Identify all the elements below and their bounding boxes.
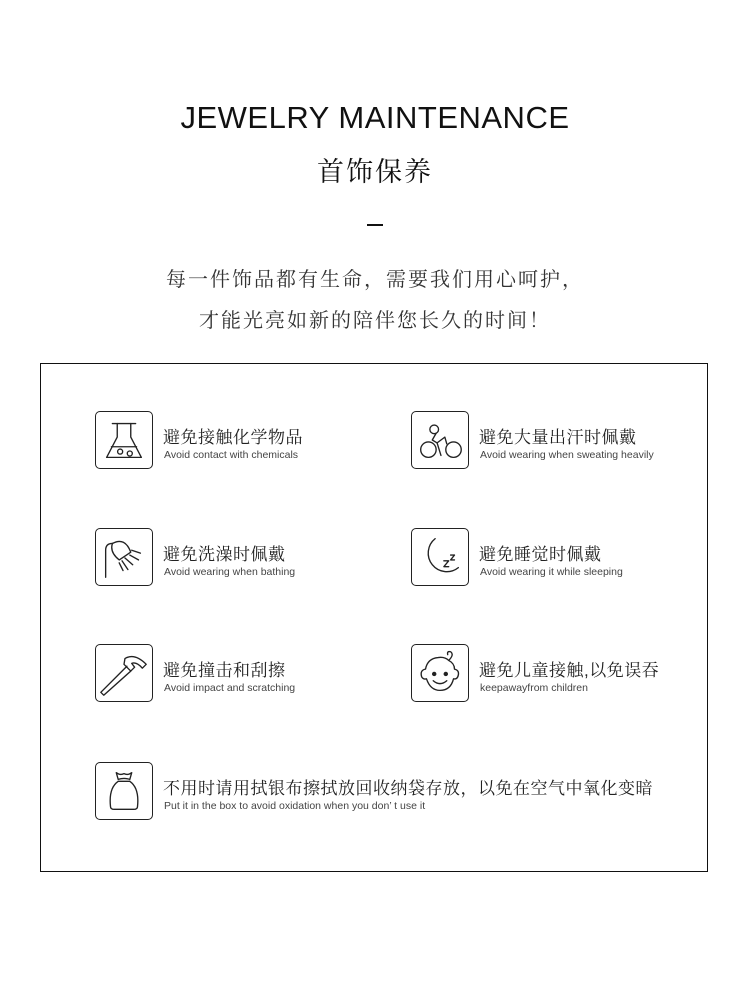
tip-title-en: Avoid wearing when sweating heavily [480, 449, 654, 461]
intro-text-line-2: 才能光亮如新的陪伴您长久的时间！ [199, 310, 551, 332]
flask-icon [95, 411, 153, 469]
tip-title-en: keepawayfrom children [480, 682, 588, 694]
care-tips-panel [40, 363, 708, 872]
tip-title-en: Avoid wearing it while sleeping [480, 566, 623, 578]
tip-title-cn: 避免撞击和刮擦 [163, 661, 286, 680]
baby-face-icon [411, 644, 469, 702]
pouch-bag-icon [95, 762, 153, 820]
tip-title-cn: 避免洗澡时佩戴 [163, 545, 286, 564]
page-title-english: JEWELRY MAINTENANCE [180, 100, 570, 135]
cyclist-icon [411, 411, 469, 469]
moon-sleep-icon [411, 528, 469, 586]
tip-title-en: Put it in the box to avoid oxidation when you don’ t use it [164, 800, 426, 812]
tip-title-cn: 避免睡觉时佩戴 [479, 545, 602, 564]
tip-title-cn: 避免儿童接触,以免误吞 [479, 661, 660, 680]
tip-title-en: Avoid wearing when bathing [164, 566, 296, 578]
tip-title-cn: 不用时请用拭银布擦拭放回收纳袋存放，以免在空气中氧化变暗 [163, 779, 653, 798]
divider-dash [367, 224, 383, 226]
tip-title-en: Avoid contact with chemicals [164, 449, 299, 461]
tip-title-en: Avoid impact and scratching [164, 682, 296, 694]
page-title-chinese: 首饰保养 [317, 157, 433, 187]
tip-title-cn: 避免接触化学物品 [163, 428, 303, 447]
hammer-icon [95, 644, 153, 702]
intro-text-line-1: 每一件饰品都有生命，需要我们用心呵护， [166, 269, 584, 291]
tip-title-cn: 避免大量出汗时佩戴 [479, 428, 637, 447]
shower-icon [95, 528, 153, 586]
